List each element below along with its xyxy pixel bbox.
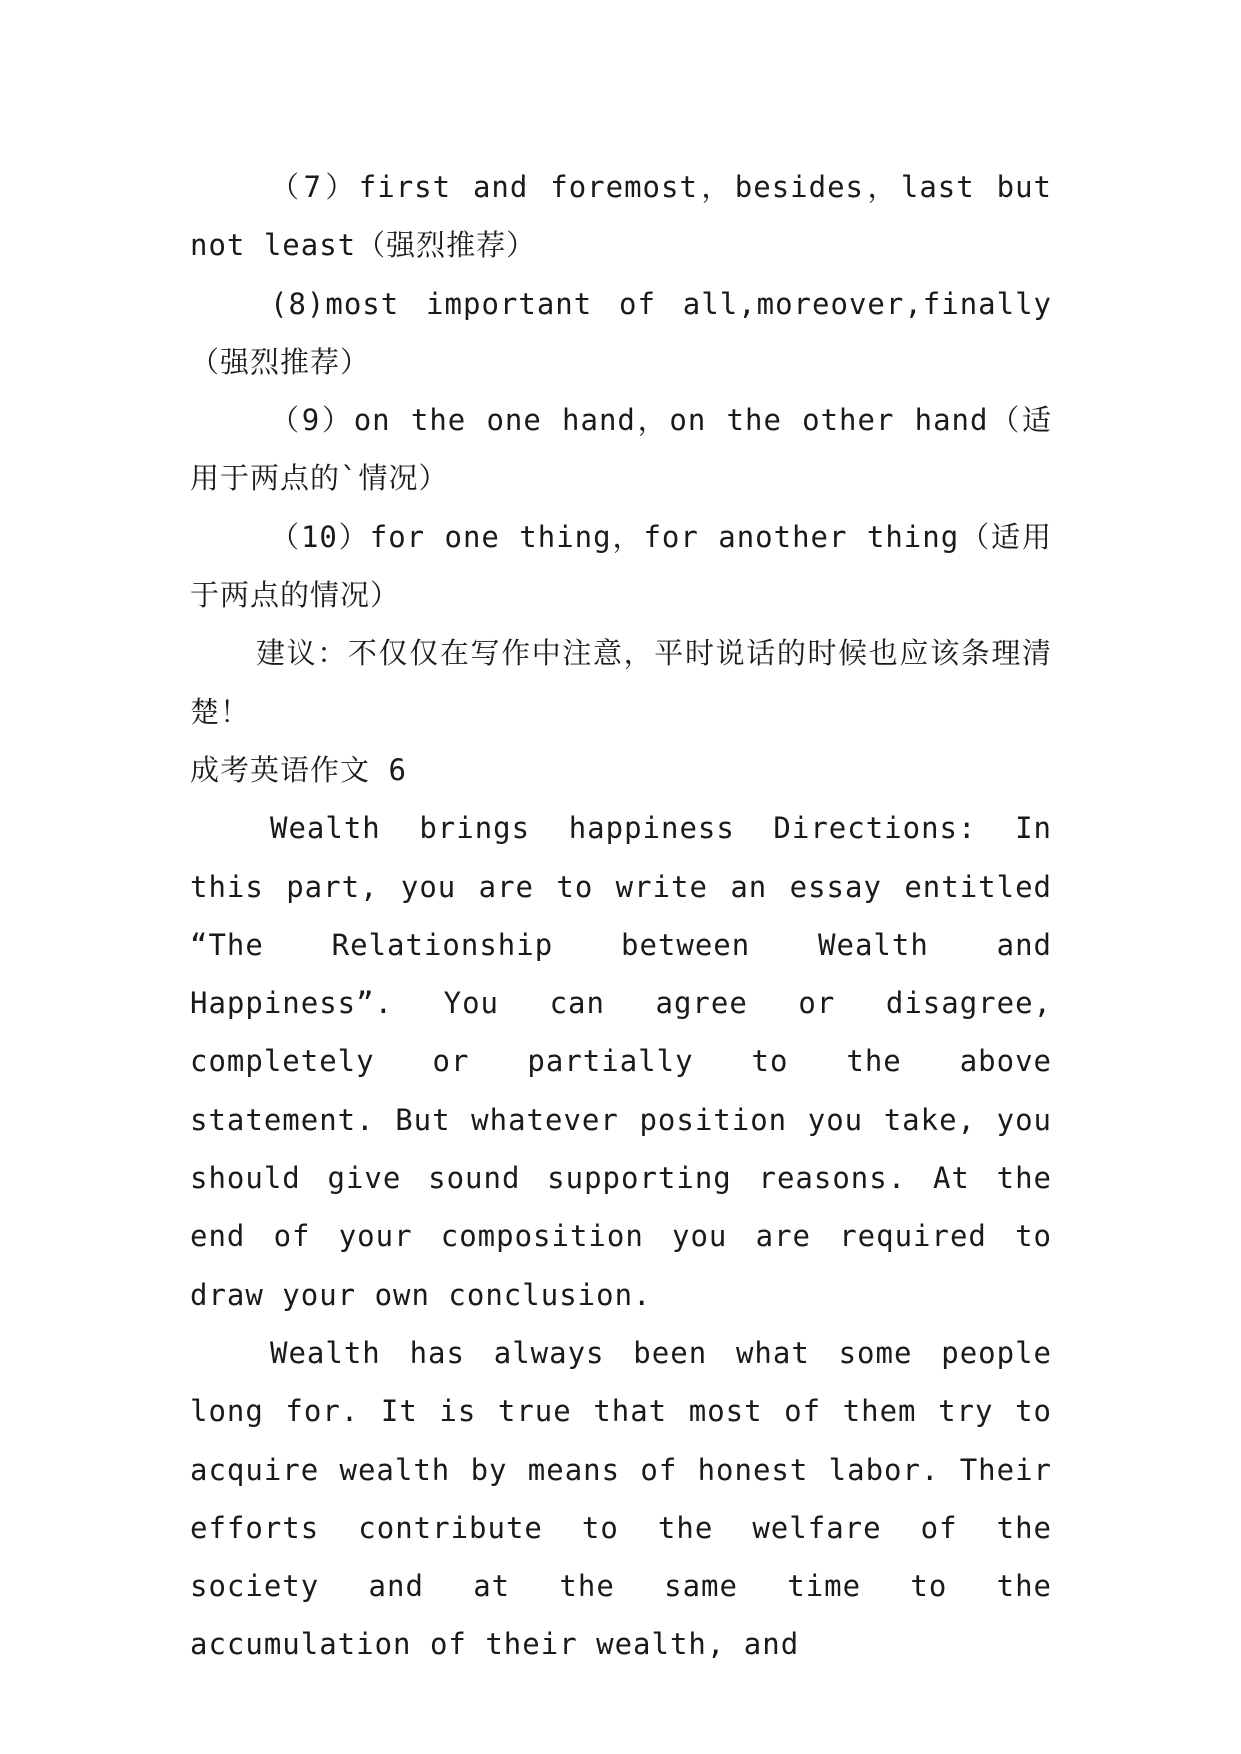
document-page xyxy=(190,158,1052,1674)
essay-body-paragraph: Wealth has always been what some people long for. It is true that most of them try to acquire wealth by means of honest labor. Their efforts contribute to the welfare of the society and at the same time to the accumulation of their wealth, and xyxy=(190,1335,1052,1662)
essay-directions: Wealth brings happiness Directions: In this part, you are to write an essay entitled “The Relationship between Wealth and Happiness”. You can agree or disagree, completely or partially to the above statement. But whatever position you take, you should give sound supporting reasons. At the end of your composition you are required to draw your own conclusion. xyxy=(190,811,1052,1312)
list-item-7: （7）first and foremost，besides，last but not least（强烈推荐） xyxy=(190,170,1052,263)
list-item-9: （9）on the one hand，on the other hand（适用于两点的`情况） xyxy=(190,403,1052,496)
section-heading: 成考英语作文 6 xyxy=(190,752,407,787)
list-item-10: （10）for one thing，for another thing（适用于两点的情况） xyxy=(190,519,1052,613)
advice-paragraph: 建议：不仅仅在写作中注意，平时说话的时候也应该条理清楚！ xyxy=(190,636,1052,729)
list-item-8: (8)most important of all,moreover,finally（强烈推荐） xyxy=(190,286,1052,379)
